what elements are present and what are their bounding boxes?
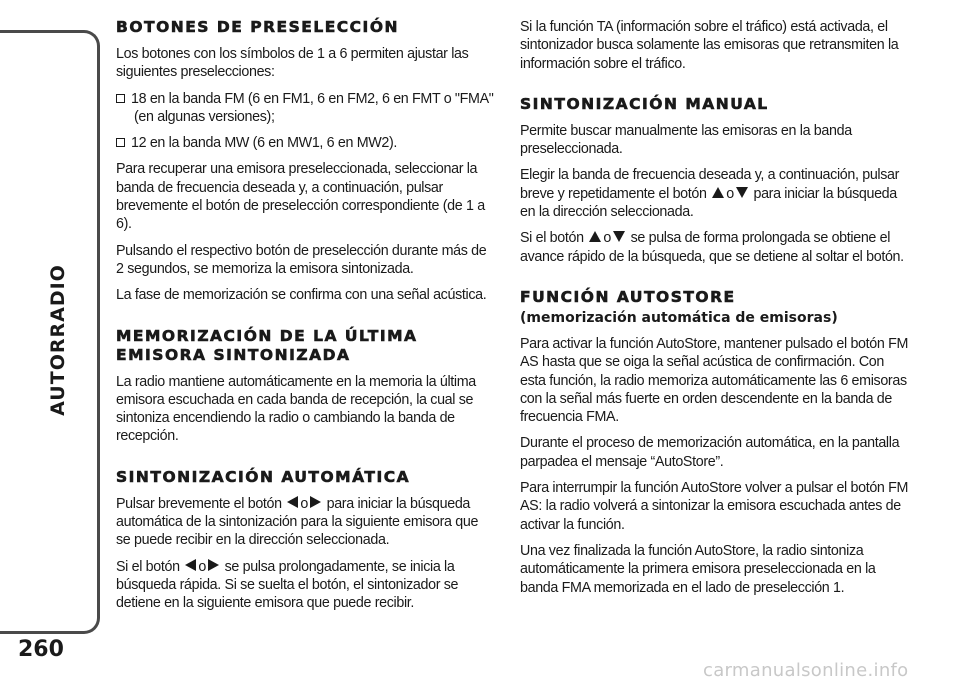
paragraph [520, 166, 912, 221]
paragraph: Para recuperar una emisora preseleccionada, seleccionar la banda de frecuencia deseada y, a continuación, pulsar brevemente el botón de preselección correspondiente (de 1 a 6). [116, 161, 485, 233]
text-fragment: Si el botón [520, 230, 584, 247]
paragraph: Si la función TA (información sobre el tráfico) está activada, el sintonizador busca solamente las emisoras que retransmiten la información sobre el tráfico. [520, 19, 899, 72]
text-fragment: se pulsa prolongadamente, se inicia la búsqueda rápida. Si se suelta el botón, el sintonizador se detiene en la siguiente emisora que puede recibir. [116, 558, 459, 612]
watermark: carmanualsonline.info [703, 660, 909, 681]
arrow-down-icon [613, 231, 625, 242]
text-fragment: o [603, 230, 611, 247]
arrow-left-icon [185, 559, 196, 571]
arrow-up-icon [712, 187, 724, 198]
paragraph: Para activar la función AutoStore, mantener pulsado el botón FM AS hasta que se oiga la señal acústica de confirmación. Con esta función, la radio memoriza automáticamente las 6 emisoras con la señal más fuerte en orden descendente en la banda de frecuencia FMA. [520, 335, 909, 426]
left-column [116, 18, 494, 621]
text-fragment: o [300, 495, 308, 512]
section-heading-presets: BOTONES DE PRESELECCIÓN [116, 18, 399, 36]
right-column [520, 18, 912, 605]
bullet-text: 18 en la banda FM (6 en FM1, 6 en FM2, 6 en FMT o "FMA" (en algunas versiones); [131, 90, 494, 125]
paragraph: Pulsando el respectivo botón de preselección durante más de 2 segundos, se memoriza la emisora sintonizada. [116, 242, 487, 277]
arrow-right-icon [310, 496, 321, 508]
paragraph [116, 558, 494, 613]
text-fragment: Pulsar brevemente el botón [116, 495, 282, 512]
paragraph: La radio mantiene automáticamente en la memoria la última emisora escuchada en cada banda de recepción, la cual se sintoniza encendiendo la radio o cambiando la banda de recepción. [116, 373, 476, 445]
bullet-item [116, 90, 494, 127]
arrow-left-icon [287, 496, 298, 508]
paragraph [116, 495, 494, 550]
paragraph: La fase de memorización se confirma con una señal acústica. [116, 287, 487, 304]
chapter-label: AUTORRADIO [47, 264, 69, 416]
section-heading-memory: MEMORIZACIÓN DE LA ÚLTIMA EMISORA SINTONIZADA [116, 326, 418, 364]
section-heading-autostore: FUNCIÓN AUTOSTORE [520, 287, 736, 306]
paragraph: Durante el proceso de memorización automática, en la pantalla parpadea el mensaje “AutoStore”. [520, 435, 900, 470]
arrow-right-icon [208, 559, 219, 571]
paragraph [520, 229, 912, 266]
text-fragment: Elegir la banda de frecuencia deseada y, a continuación, pulsar breve y repetidamente el botón [520, 167, 900, 202]
arrow-down-icon [736, 187, 748, 198]
page-number: 260 [18, 637, 64, 662]
checkbox-bullet-icon [116, 138, 125, 147]
text-fragment: para iniciar la búsqueda en la dirección seleccionada. [520, 185, 897, 221]
section-heading-manual-tuning: SINTONIZACIÓN MANUAL [520, 94, 769, 113]
text-fragment: Si el botón [116, 558, 180, 575]
bullet-item [116, 134, 494, 152]
section-heading-auto-tuning: SINTONIZACIÓN AUTOMÁTICA [116, 467, 411, 486]
paragraph: Una vez finalizada la función AutoStore, la radio sintoniza automáticamente la primera emisora preseleccionada en la banda FMA memorizada en el lado de preselección 1. [520, 542, 876, 596]
text-fragment: se pulsa de forma prolongada se obtiene el avance rápido de la búsqueda, que se detiene al soltar el botón. [520, 230, 904, 265]
paragraph: Los botones con los símbolos de 1 a 6 permiten ajustar las siguientes preselecciones: [116, 46, 469, 81]
paragraph: Para interrumpir la función AutoStore volver a pulsar el botón FM AS: la radio volverá a sintonizar la emisora escuchada antes de activar la función. [520, 480, 909, 533]
arrow-up-icon [589, 231, 601, 242]
text-fragment: para iniciar la búsqueda automática de la sintonización para la siguiente emisora que se puede recibir en la dirección seleccionada. [116, 495, 479, 549]
checkbox-bullet-icon [116, 94, 125, 103]
text-fragment: o [726, 185, 734, 202]
paragraph: Permite buscar manualmente las emisoras en la banda preseleccionada. [520, 122, 852, 158]
text-fragment: o [198, 558, 206, 575]
bullet-text: 12 en la banda MW (6 en MW1, 6 en MW2). [131, 135, 398, 152]
section-subheading-autostore: (memorización automática de emisoras) [520, 309, 838, 326]
